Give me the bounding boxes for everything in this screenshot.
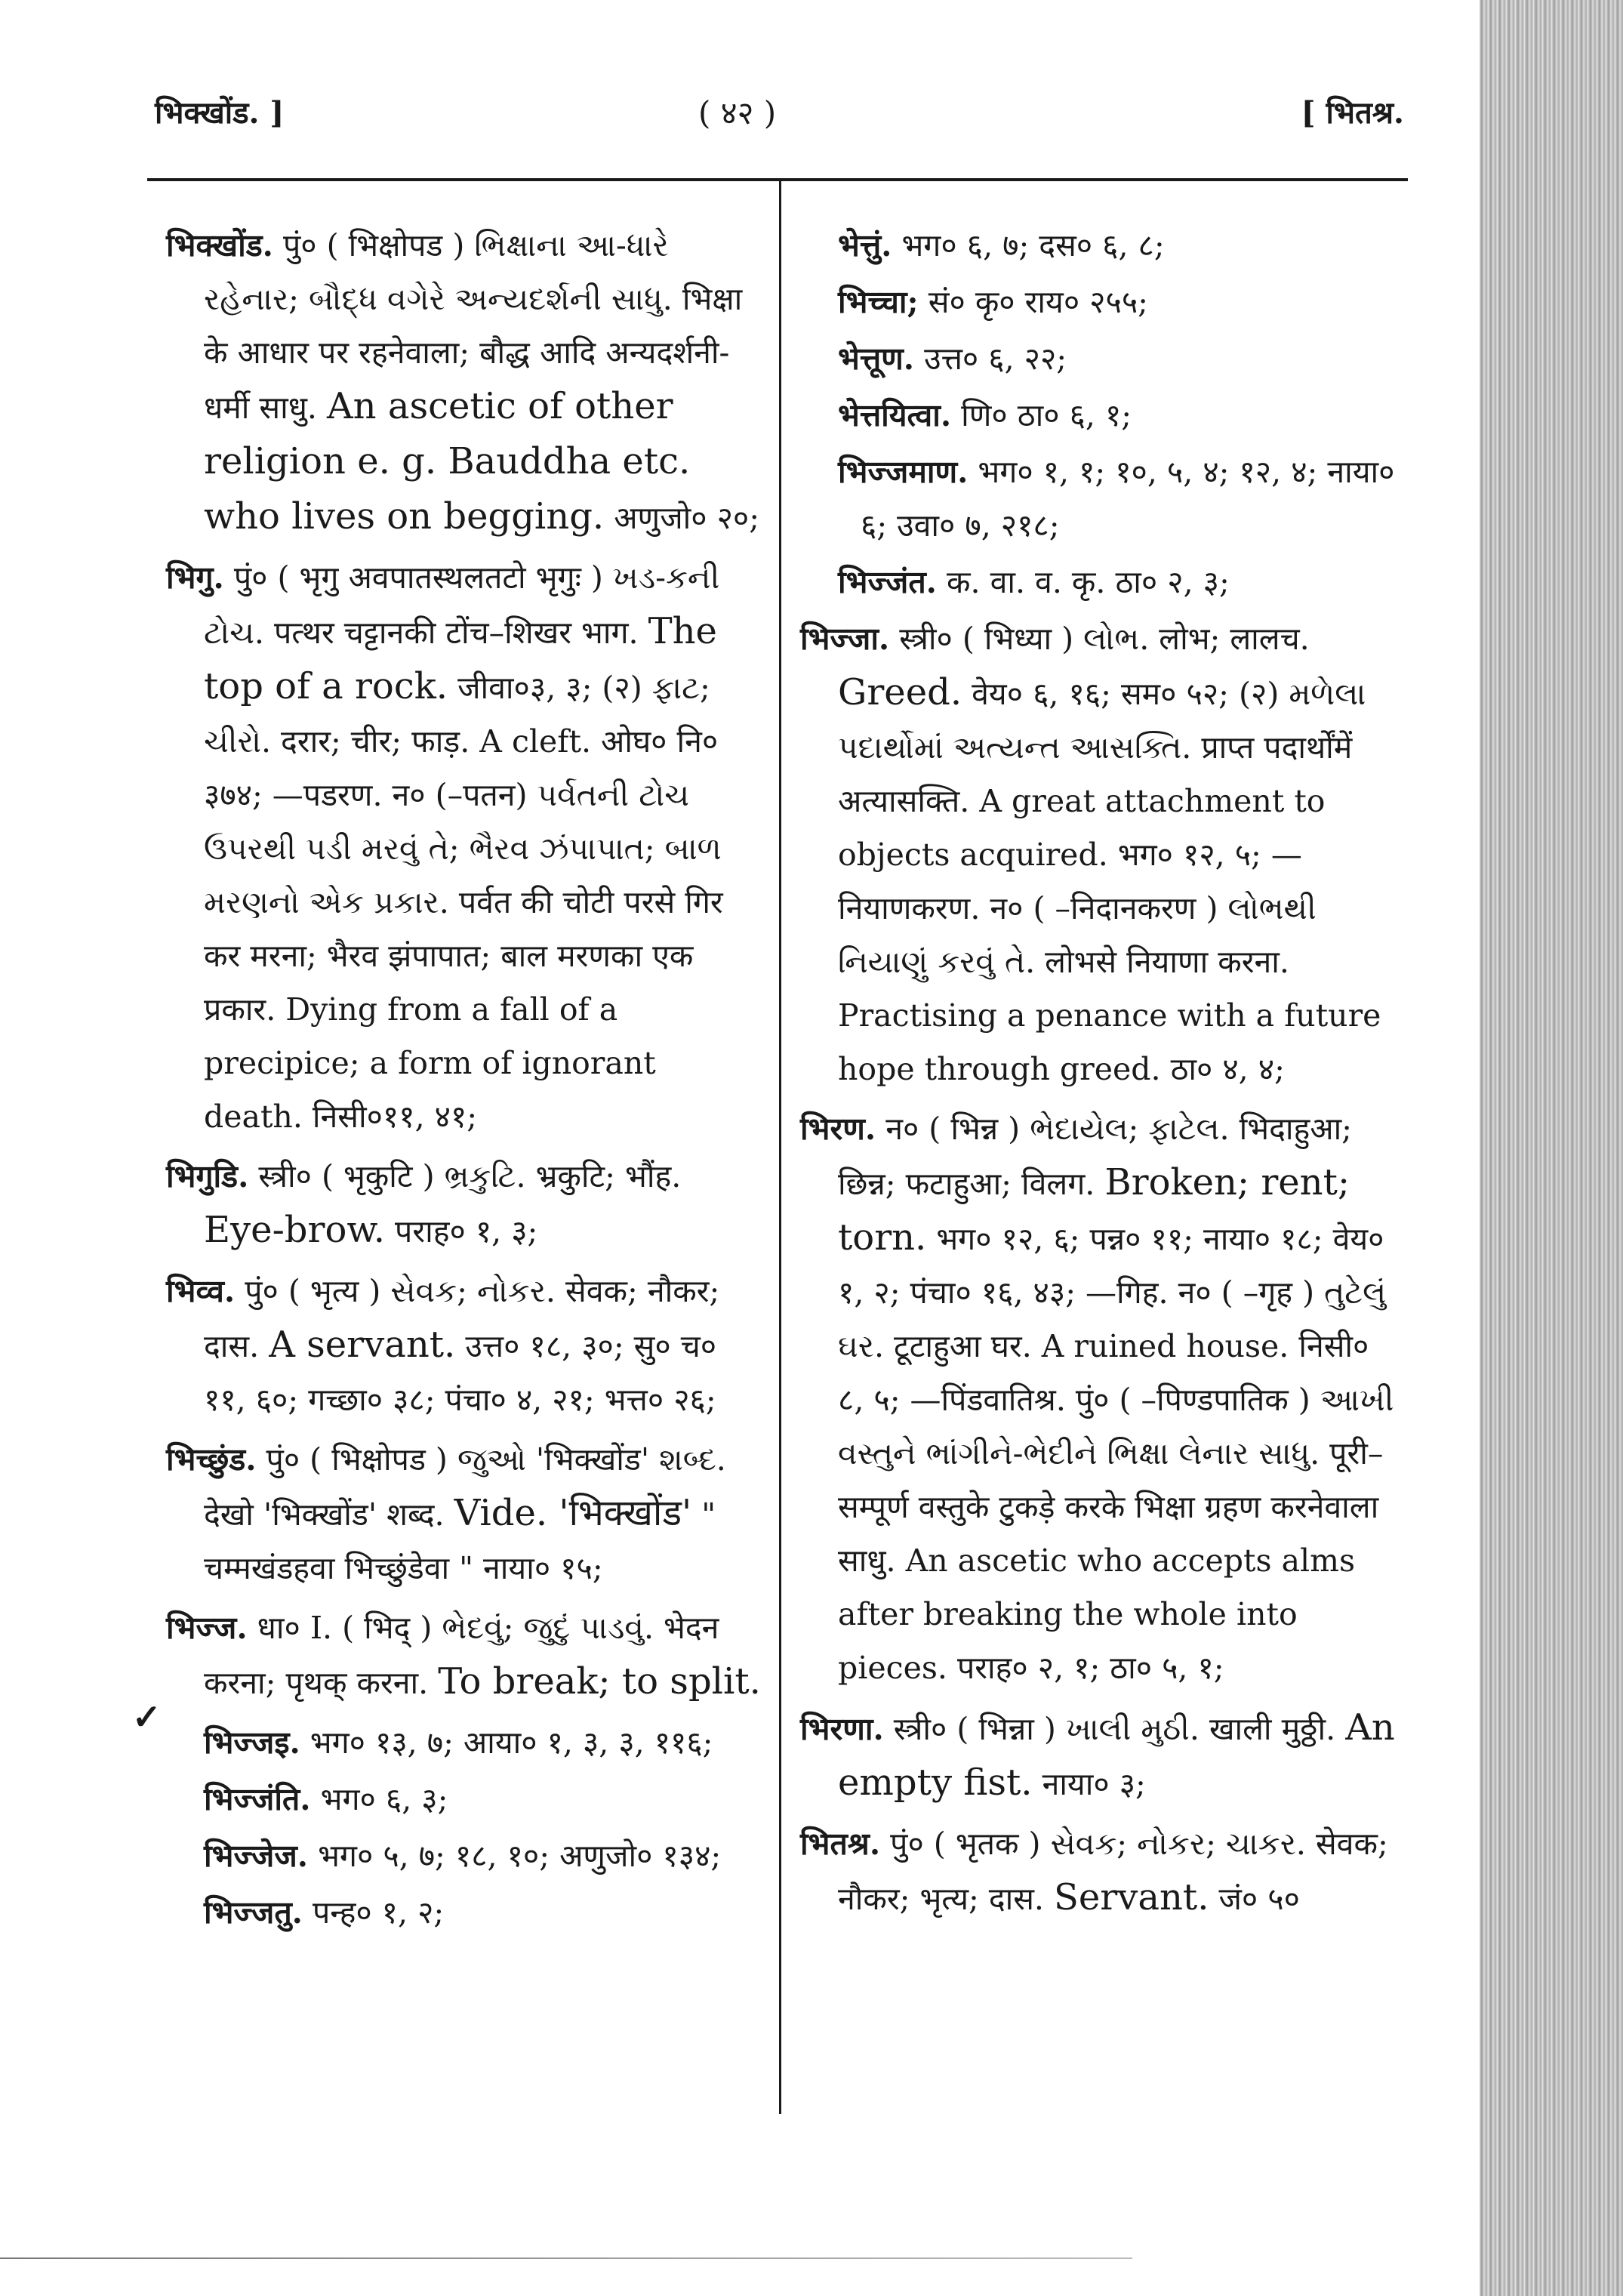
sub-entry <box>800 445 1404 553</box>
sub-entry <box>800 219 1404 273</box>
entry-headword: भिगुडि. <box>166 1158 249 1194</box>
entry-reference: उत्त० १८, ३०; सु० च० ११, ६०; गच्छा० ३८; पंचा० ४, २१; भत्त० २६; <box>204 1328 717 1418</box>
sub-reference: भग० ६, ७; दस० ६, ८; <box>901 227 1165 264</box>
entry-headword: भिज्जा. <box>800 621 890 657</box>
sub-reference: भग० १, १; १०, ५, ४; १२, ४; नाया० ६; उवा० ७, २१८; <box>861 454 1395 544</box>
dictionary-entry <box>800 1817 1404 1926</box>
dictionary-entry <box>166 551 762 1144</box>
column-divider <box>779 181 781 2114</box>
entry-definition: धा० I. ( भिद् ) ભેદવું; જુદું પાડવું. भेदन करना; पृथक् करना. <box>204 1610 719 1701</box>
entry-definition: पुं० ( भृत्य ) સેવક; નોકર. सेवक; नौकर; दास. <box>204 1273 720 1364</box>
dictionary-entry <box>166 1150 762 1259</box>
entry-english: An empty fist. <box>838 1706 1395 1804</box>
sub-reference: क. वा. व. कृ. ठा० २, ३; <box>947 564 1230 600</box>
entry-headword: भितश्र. <box>800 1826 881 1862</box>
entry-reference: जं० ५० <box>1218 1881 1300 1917</box>
entry-english: The top of a rock. <box>204 610 717 707</box>
entry-headword: भिरण. <box>800 1111 876 1147</box>
sub-reference: उत्त० ६, २२; <box>924 341 1067 377</box>
entry-headword: भिक्खोंड. <box>166 227 273 264</box>
entry-english: Broken; rent; torn. <box>838 1161 1350 1259</box>
sub-headword: भिच्चा; <box>838 284 919 320</box>
page-number: ( ४२ ) <box>698 94 777 131</box>
entry-reference: पराह० १, ३; <box>395 1213 538 1250</box>
sub-entry <box>800 556 1404 609</box>
entry-definition: स्त्री० ( भिध्या ) લોભ. लोभ; लालच. <box>899 621 1310 657</box>
sub-entry <box>166 1773 762 1826</box>
entry-headword: भिगु. <box>166 559 224 596</box>
entry-definition: पुं० ( भिक्षोपड ) જુઓ 'भिक्खोंड' શબ્દ. देखो 'भिक्खोंड' शब्द. <box>204 1441 726 1533</box>
entry-headword: भिरणा. <box>800 1711 884 1747</box>
sub-entry <box>800 276 1404 329</box>
sub-reference: पन्ह० १, २; <box>313 1894 445 1931</box>
entry-reference: नाया० ३; <box>1042 1766 1146 1802</box>
entry-definition: पुं० ( भृतक ) સેવક; નોકર; ચાકર. सेवक; नौकर; भृत्य; दास. <box>838 1826 1388 1917</box>
sub-headword: भेत्तूण. <box>838 341 915 377</box>
header-left-guideword: भिक्खोंड. ] <box>155 95 285 131</box>
sub-headword: भेत्तुं. <box>838 227 892 264</box>
dictionary-entry <box>166 1265 762 1427</box>
sub-entry <box>166 1716 762 1770</box>
entry-reference: वेय० ६, १६; सम० ५२; (२) મળેલા પદાર્થોમાં અત્યન્ત આસક્તિ. प्राप्त पदार्थोंमें अत्यासक्ति. A great attachment to objects acquired. भग० १२, ५; —नियाणकरण. न० ( –निदानकरण ) લોભથી નિયાણું કરવું તે. लोभसे नियाणा करना. Practising a penance with a future hope through greed. ठा० ४, ४; <box>838 676 1381 1087</box>
sub-entry <box>166 1886 762 1940</box>
entry-reference: जीवा०३, ३; (२) ફાટ; ચીરો. दरार; चीर; फाड़. A cleft. ओघ० नि० ३७४; —पडरण. न० (–पतन) પર્વતની ટોચ ઉપરથી પડી મરવું તે; ભૈરવ ઝંપાપાત; બાળ મરણનો એક પ્રકાર. पर्वत की चोटी परसे गिर कर मरना; भैरव झंपापात; बाल मरणका एक प्रकार. Dying from a fall of a precipice; a form of ignorant death. निसी०११, ४१; <box>204 670 723 1135</box>
sub-headword: भिज्जंति. <box>204 1781 311 1817</box>
sub-headword: भिज्जमाण. <box>838 454 969 490</box>
entry-reference: भग० १२, ६; पन्न० ११; नाया० १८; वेय० १, २; पंचा० १६, ४३; —गिह. न० ( –गृह ) તુટેલું ઘર. टूटाहुआ घर. A ruined house. निसी० ८, ५; —पिंडवातिश्र. पुं० ( –पिण्डपातिक ) આખી વસ્તુને ભાંગીને-ભેદીને ભિક્ષા લેનાર સાધુ. पूरी–सम्पूर्ण वस्तुके टुकड़े करके भिक्षा ग्रहण करनेवाला साधु. An ascetic who accepts alms after breaking the whole into pieces. पराह० २, १; ठा० ५, १; <box>838 1221 1394 1686</box>
sub-reference: णि० ठा० ६, १; <box>961 397 1132 433</box>
entry-definition: स्त्री० ( भृकुटि ) ભ્રકુટિ. भ्रकुटि; भौंह. <box>258 1158 682 1194</box>
entry-headword: भिव्व. <box>166 1273 236 1309</box>
dictionary-entry <box>166 1433 762 1595</box>
header-rule <box>147 178 1408 181</box>
entry-reference: अणुजो० २०; <box>614 500 760 536</box>
sub-headword: भिज्जतु. <box>204 1894 303 1931</box>
dictionary-entry <box>166 1601 762 1710</box>
margin-check-mark: ✓ <box>132 1697 162 1737</box>
sub-reference: भग० ५, ७; १८, १०; अणुजो० १३४; <box>318 1838 722 1874</box>
entry-english: To break; to split. <box>438 1660 761 1703</box>
page-edge-shadow <box>1480 0 1623 2296</box>
sub-entry <box>166 1829 762 1883</box>
header-right-guideword: [ भितश्र. <box>1301 95 1404 131</box>
entry-english: A servant. <box>269 1324 456 1366</box>
entry-headword: भिज्ज. <box>166 1610 248 1646</box>
dictionary-entry <box>800 612 1404 1096</box>
entry-reference: " चम्मखंडहवा भिच्छुंडेवा " नाया० १५; <box>204 1496 716 1586</box>
sub-entry <box>800 389 1404 442</box>
entry-english: Eye-brow. <box>204 1209 385 1251</box>
entry-definition: पुं० ( भिक्षोपड ) ભિક્ષાના આ-ધારે રહેનાર; બૌદ્ધ વગેરે અન્યદર્શની સાધુ. भिक्षा के आधार पर रहनेवाला; बौद्ध आदि अन्यदर्शनी- धर्मी साधु. <box>204 227 743 426</box>
entry-english: Servant. <box>1054 1876 1209 1918</box>
entry-english: Greed. <box>838 671 962 713</box>
sub-reference: भग० १३, ७; आया० १, ३, ३, ११६; <box>310 1724 713 1761</box>
sub-reference: भग० ६, ३; <box>320 1781 448 1817</box>
entry-definition: स्त्री० ( भिन्ना ) ખાલી મુઠી. खाली मुठ्ठी. <box>893 1711 1336 1747</box>
right-column <box>800 219 1404 1932</box>
entry-english: Vide. 'भिक्खोंड' <box>454 1492 692 1534</box>
sub-entry <box>800 332 1404 386</box>
entry-headword: भिच्छुंड. <box>166 1441 257 1478</box>
sub-headword: भेत्तयित्वा. <box>838 397 952 433</box>
sub-headword: भिज्जंत. <box>838 564 937 600</box>
sub-reference: सं० कृ० राय० २५५; <box>928 284 1148 320</box>
entry-definition: पुं० ( भृगु अवपातस्थलतटो भृगुः ) ખડ-કની ટોચ. पत्थर चट्टानकी टोंच–शिखर भाग. <box>204 559 720 651</box>
page-header <box>155 91 1404 151</box>
sub-headword: भिज्जेज. <box>204 1838 309 1874</box>
left-column <box>166 219 762 1943</box>
entry-english: An ascetic of other religion e. g. Bauddha etc. who lives on begging. <box>204 385 691 538</box>
dictionary-entry <box>800 1701 1404 1811</box>
bottom-scan-line <box>0 2257 1132 2259</box>
sub-headword: भिज्जइ. <box>204 1724 300 1761</box>
dictionary-entry <box>800 1102 1404 1695</box>
dictionary-entry <box>166 219 762 545</box>
entry-definition: न० ( भिन्न ) ભેદાયેલ; ફાટેલ. भिदाहुआ; छिन्न; फटाहुआ; विलग. <box>838 1111 1352 1202</box>
